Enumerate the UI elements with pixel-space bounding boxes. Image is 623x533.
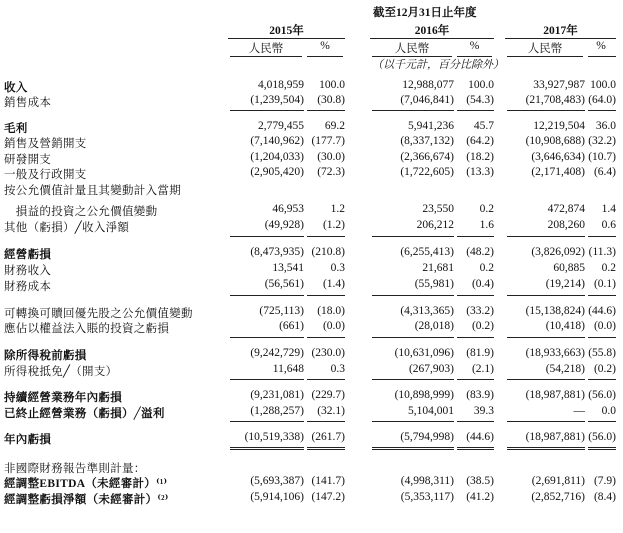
percent-cell: (13.3) — [466, 166, 494, 178]
col-pct-2016: % — [469, 40, 480, 52]
percent-cell: (64.0) — [588, 94, 616, 106]
percent-cell: 100.0 — [590, 79, 616, 91]
subtotal-rule — [507, 449, 585, 450]
percent-cell: (261.7) — [311, 431, 345, 443]
row-label: 收入 — [4, 82, 28, 94]
amount-cell: (1,239,504) — [250, 94, 304, 106]
percent-cell: (0.4) — [471, 278, 494, 290]
percent-cell: 1.2 — [330, 203, 345, 215]
subtotal-rule — [230, 236, 304, 237]
amount-cell: (9,242,729) — [250, 347, 304, 359]
subtotal-rule — [588, 421, 616, 422]
amount-cell: 208,260 — [547, 219, 585, 231]
table-row — [0, 135, 623, 150]
row-label: 持續經營業務年內虧損 — [4, 392, 122, 404]
subtotal-rule — [457, 447, 494, 448]
table-row — [0, 460, 623, 475]
amount-cell: (18,933,663) — [525, 347, 585, 359]
sub-underline — [588, 56, 616, 57]
percent-cell: (0.2) — [471, 320, 494, 332]
subtotal-rule — [372, 236, 454, 237]
amount-cell: (2,905,420) — [250, 166, 304, 178]
amount-cell: (56,561) — [264, 278, 304, 290]
percent-cell: (54.3) — [466, 94, 494, 106]
table-row — [0, 491, 623, 506]
percent-cell: 0.2 — [479, 203, 494, 215]
amount-cell: (8,473,935) — [250, 246, 304, 258]
subtotal-rule — [588, 295, 616, 296]
amount-cell: (10,519,338) — [244, 431, 304, 443]
percent-cell: 1.6 — [479, 219, 494, 231]
percent-cell: (41.2) — [466, 491, 494, 503]
amount-cell: (18,987,881) — [525, 431, 585, 443]
table-row — [0, 262, 623, 277]
percent-cell: (1.4) — [322, 278, 345, 290]
amount-cell: 13,541 — [272, 262, 304, 274]
amount-cell: 33,927,987 — [533, 79, 585, 91]
table-row — [0, 79, 623, 94]
percent-cell: (7.9) — [593, 475, 616, 487]
percent-cell: 100.0 — [468, 79, 494, 91]
col-rmb-2015: 人民幣 — [248, 43, 284, 55]
subtotal-rule — [507, 421, 585, 422]
row-label: 一般及行政開支 — [4, 169, 87, 181]
amount-cell: (55,981) — [414, 278, 454, 290]
percent-cell: 69.2 — [324, 120, 345, 132]
amount-cell: (1,204,033) — [250, 151, 304, 163]
percent-cell: (147.2) — [311, 491, 345, 503]
amount-cell: 472,874 — [547, 203, 585, 215]
subtotal-rule — [372, 421, 454, 422]
subtotal-rule — [307, 379, 345, 380]
subtotal-rule — [230, 447, 304, 448]
amount-cell: (4,998,311) — [400, 475, 454, 487]
row-label: 毛利 — [4, 123, 28, 135]
percent-cell: (72.3) — [317, 166, 345, 178]
percent-cell: 36.0 — [595, 120, 616, 132]
row-label: 經調整EBITDA（未經審計）⁽¹⁾ — [4, 478, 168, 490]
subtotal-rule — [507, 379, 585, 380]
table-row — [0, 203, 623, 218]
table-row — [0, 347, 623, 362]
subtotal-rule — [230, 295, 304, 296]
subtotal-rule — [372, 447, 454, 448]
year-2015: 2015年 — [269, 25, 304, 37]
table-row — [0, 405, 623, 420]
percent-cell: (30.0) — [317, 151, 345, 163]
row-label: 應佔以權益法入賬的投資之虧損 — [4, 323, 170, 335]
year-underline — [370, 38, 494, 39]
percent-cell: (0.0) — [322, 320, 345, 332]
subtotal-rule — [372, 337, 454, 338]
percent-cell: 0.0 — [601, 405, 616, 417]
subtotal-rule — [588, 449, 616, 450]
percent-cell: (210.8) — [311, 246, 345, 258]
amount-cell: (4,313,365) — [400, 305, 454, 317]
period-heading: 截至12月31日止年度 — [373, 7, 477, 19]
percent-cell: (18.2) — [466, 151, 494, 163]
percent-cell: (64.2) — [466, 135, 494, 147]
percent-cell: (2.1) — [471, 363, 494, 375]
percent-cell: (229.7) — [311, 389, 345, 401]
amount-cell: (267,903) — [408, 363, 454, 375]
percent-cell: (38.5) — [466, 475, 494, 487]
row-label: 非國際財務報告準則計量： — [4, 463, 146, 475]
amount-cell: (15,138,824) — [525, 305, 585, 317]
amount-cell: 12,988,077 — [402, 79, 454, 91]
amount-cell: (7,046,841) — [400, 94, 454, 106]
percent-cell: (6.4) — [593, 166, 616, 178]
amount-cell: (1,722,605) — [400, 166, 454, 178]
table-row — [0, 278, 623, 293]
year-underline — [505, 38, 616, 39]
subtotal-rule — [307, 449, 345, 450]
year-2017: 2017年 — [543, 25, 578, 37]
amount-cell: (7,140,962) — [250, 135, 304, 147]
subtotal-rule — [457, 110, 494, 111]
percent-cell: 45.7 — [473, 120, 494, 132]
subtotal-rule — [372, 379, 454, 380]
amount-cell: (9,231,081) — [250, 389, 304, 401]
percent-cell: (44.6) — [588, 305, 616, 317]
amount-cell: (6,255,413) — [400, 246, 454, 258]
percent-cell: (83.9) — [466, 389, 494, 401]
percent-cell: (8.4) — [593, 491, 616, 503]
percent-cell: (30.8) — [317, 94, 345, 106]
row-label: 財務收入 — [4, 265, 52, 277]
percent-cell: (10.7) — [588, 151, 616, 163]
subtotal-rule — [507, 295, 585, 296]
amount-cell: (2,852,716) — [531, 491, 585, 503]
units-note: （以千元計，百分比除外） — [372, 59, 504, 71]
amount-cell: (5,693,387) — [250, 475, 304, 487]
table-row — [0, 431, 623, 446]
percent-cell: (230.0) — [311, 347, 345, 359]
amount-cell: (2,366,674) — [400, 151, 454, 163]
percent-cell: (177.7) — [311, 135, 345, 147]
percent-cell: (0.1) — [593, 278, 616, 290]
table-row — [0, 166, 623, 181]
subtotal-rule — [457, 337, 494, 338]
percent-cell: (33.2) — [466, 305, 494, 317]
row-label: 可轉換可贖回優先股之公允價值變動 — [4, 308, 193, 320]
amount-cell: (725,113) — [259, 305, 304, 317]
percent-cell: (55.8) — [588, 347, 616, 359]
percent-cell: 1.4 — [601, 203, 616, 215]
col-pct-2015: % — [320, 40, 330, 52]
subtotal-rule — [307, 236, 345, 237]
amount-cell: (19,214) — [545, 278, 585, 290]
subtotal-rule — [307, 110, 345, 111]
amount-cell: (3,826,092) — [531, 246, 585, 258]
subtotal-rule — [507, 337, 585, 338]
subtotal-rule — [230, 379, 304, 380]
subtotal-rule — [507, 110, 585, 111]
subtotal-rule — [457, 421, 494, 422]
amount-cell: (54,218) — [545, 363, 585, 375]
subtotal-rule — [230, 449, 304, 450]
subtotal-rule — [588, 236, 616, 237]
sub-underline — [307, 56, 343, 57]
amount-cell: (18,987,881) — [525, 389, 585, 401]
row-label: 按公允價值計量且其變動計入當期 — [4, 185, 181, 197]
table-row — [0, 219, 623, 234]
table-row — [0, 120, 623, 135]
amount-cell: (10,908,688) — [525, 135, 585, 147]
amount-cell: 21,681 — [422, 262, 454, 274]
col-pct-2017: % — [596, 40, 606, 52]
subtotal-rule — [230, 421, 304, 422]
amount-cell: (1,288,257) — [250, 405, 304, 417]
amount-cell: 23,550 — [422, 203, 454, 215]
table-row — [0, 389, 623, 404]
amount-cell: 60,885 — [553, 262, 585, 274]
amount-cell: 5,104,001 — [408, 405, 454, 417]
amount-cell: — — [573, 405, 585, 417]
subtotal-rule — [372, 449, 454, 450]
row-label: 損益的投資之公允價值變動 — [4, 206, 158, 218]
percent-cell: (0.2) — [593, 363, 616, 375]
amount-cell: 46,953 — [272, 203, 304, 215]
table-row — [0, 320, 623, 335]
row-label: 除所得稅前虧損 — [4, 350, 87, 362]
amount-cell: (49,928) — [264, 219, 304, 231]
table-row — [0, 151, 623, 166]
percent-cell: (0.0) — [593, 320, 616, 332]
amount-cell: 12,219,504 — [533, 120, 585, 132]
subtotal-rule — [507, 236, 585, 237]
percent-cell: (56.0) — [588, 389, 616, 401]
subtotal-rule — [307, 447, 345, 448]
col-rmb-2016: 人民幣 — [394, 43, 430, 55]
table-row — [0, 182, 623, 197]
percent-cell: 0.3 — [330, 363, 345, 375]
subtotal-rule — [230, 337, 304, 338]
amount-cell: (10,898,999) — [394, 389, 454, 401]
row-label: 已終止經營業務（虧損）╱溢利 — [4, 408, 165, 420]
table-row — [0, 305, 623, 320]
percent-cell: (18.0) — [317, 305, 345, 317]
amount-cell: (5,353,117) — [400, 491, 454, 503]
percent-cell: 0.3 — [330, 262, 345, 274]
subtotal-rule — [230, 110, 304, 111]
sub-underline — [507, 56, 583, 57]
table-row — [0, 475, 623, 490]
row-label: 銷售及營銷開支 — [4, 138, 87, 150]
percent-cell: (141.7) — [311, 475, 345, 487]
sub-underline — [230, 56, 302, 57]
subtotal-rule — [372, 295, 454, 296]
row-label: 銷售成本 — [4, 97, 52, 109]
amount-cell: (8,337,132) — [400, 135, 454, 147]
subtotal-rule — [457, 295, 494, 296]
subtotal-rule — [372, 110, 454, 111]
subtotal-rule — [307, 295, 345, 296]
subtotal-rule — [307, 337, 345, 338]
table-row — [0, 246, 623, 261]
amount-cell: (661) — [279, 320, 304, 332]
amount-cell: (2,691,811) — [531, 475, 585, 487]
amount-cell: (5,914,106) — [250, 491, 304, 503]
col-rmb-2017: 人民幣 — [527, 43, 563, 55]
amount-cell: (3,646,634) — [531, 151, 585, 163]
amount-cell: (28,018) — [414, 320, 454, 332]
subtotal-rule — [457, 449, 494, 450]
amount-cell: 5,941,236 — [408, 120, 454, 132]
table-row — [0, 363, 623, 378]
amount-cell: 206,212 — [416, 219, 454, 231]
amount-cell: (10,631,096) — [394, 347, 454, 359]
percent-cell: 0.2 — [601, 262, 616, 274]
percent-cell: (44.6) — [466, 431, 494, 443]
year-underline — [228, 38, 345, 39]
percent-cell: (48.2) — [466, 246, 494, 258]
row-label: 研發開支 — [4, 154, 52, 166]
subtotal-rule — [507, 447, 585, 448]
amount-cell: (21,708,483) — [525, 94, 585, 106]
amount-cell: (5,794,998) — [400, 431, 454, 443]
percent-cell: (11.3) — [588, 246, 616, 258]
percent-cell: 0.6 — [601, 219, 616, 231]
subtotal-rule — [307, 421, 345, 422]
amount-cell: 4,018,959 — [258, 79, 304, 91]
percent-cell: (81.9) — [466, 347, 494, 359]
percent-cell: 39.3 — [473, 405, 494, 417]
row-label: 經營虧損 — [4, 249, 52, 261]
row-label: 所得稅抵免╱（開支） — [4, 366, 118, 378]
amount-cell: 11,648 — [272, 363, 304, 375]
table-row — [0, 94, 623, 109]
percent-cell: (32.2) — [588, 135, 616, 147]
amount-cell: (2,171,408) — [531, 166, 585, 178]
subtotal-rule — [588, 337, 616, 338]
amount-cell: (10,418) — [545, 320, 585, 332]
subtotal-rule — [588, 379, 616, 380]
subtotal-rule — [457, 236, 494, 237]
percent-cell: (56.0) — [588, 431, 616, 443]
percent-cell: (32.1) — [317, 405, 345, 417]
row-label: 其他（虧損）╱收入淨額 — [4, 222, 130, 234]
row-label: 年內虧損 — [4, 434, 52, 446]
row-label: 經調整虧損淨額（未經審計）⁽²⁾ — [4, 494, 169, 506]
subtotal-rule — [588, 110, 616, 111]
percent-cell: 0.2 — [479, 262, 494, 274]
percent-cell: (1.2) — [322, 219, 345, 231]
row-label: 財務成本 — [4, 281, 52, 293]
subtotal-rule — [457, 379, 494, 380]
percent-cell: 100.0 — [319, 79, 345, 91]
year-2016: 2016年 — [414, 25, 450, 37]
amount-cell: 2,779,455 — [258, 120, 304, 132]
subtotal-rule — [588, 447, 616, 448]
